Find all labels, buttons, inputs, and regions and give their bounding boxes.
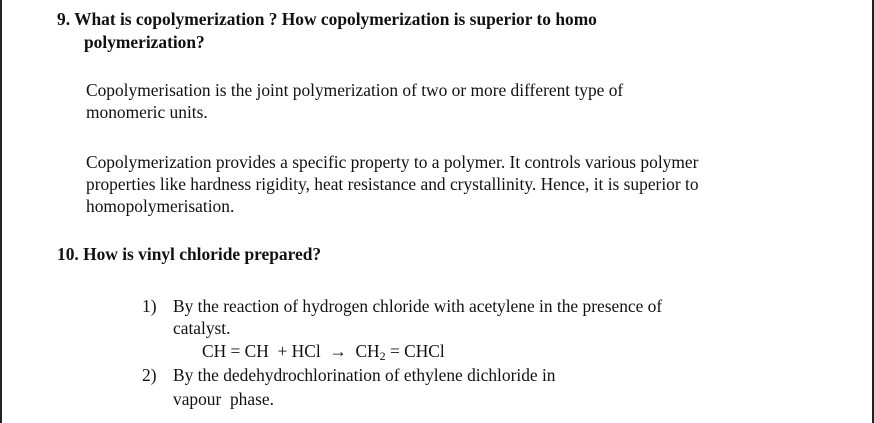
equation-subscript: 2 xyxy=(379,349,386,363)
question-10-heading: 10. How is vinyl chloride prepared? xyxy=(57,244,322,264)
answer-9-paragraph-2-line-1: Copolymerization provides a specific property to a polymer. It controls various polymer xyxy=(86,152,699,172)
question-9-heading: 9. What is copolymerization ? How copolymerization is superior to homo xyxy=(57,9,597,29)
answer-9-paragraph-2-line-3: homopolymerisation. xyxy=(86,196,235,216)
list-item-1-line-1: By the reaction of hydrogen chloride with acetylene in the presence of xyxy=(173,296,663,316)
list-item-2-number: 2) xyxy=(142,365,157,385)
question-9-heading-continued: polymerization? xyxy=(84,32,205,52)
answer-9-paragraph-1-line-1: Copolymerisation is the joint polymerization of two or more different type of xyxy=(86,80,624,100)
chemical-equation xyxy=(202,341,445,362)
equation-left: CH = CH + HCl → CH xyxy=(202,341,380,361)
list-item-2-line-2: vapour phase. xyxy=(173,389,274,409)
list-item-1-number: 1) xyxy=(142,296,157,316)
list-item-2-line-1: By the dedehydrochlorination of ethylene dichloride in xyxy=(173,365,556,385)
answer-9-paragraph-1-line-2: monomeric units. xyxy=(86,102,208,122)
answer-9-paragraph-2-line-2: properties like hardness rigidity, heat resistance and crystallinity. Hence, it is superior to xyxy=(86,174,699,194)
list-item-1-line-2: catalyst. xyxy=(173,318,231,338)
equation-right: = CHCl xyxy=(385,341,445,361)
